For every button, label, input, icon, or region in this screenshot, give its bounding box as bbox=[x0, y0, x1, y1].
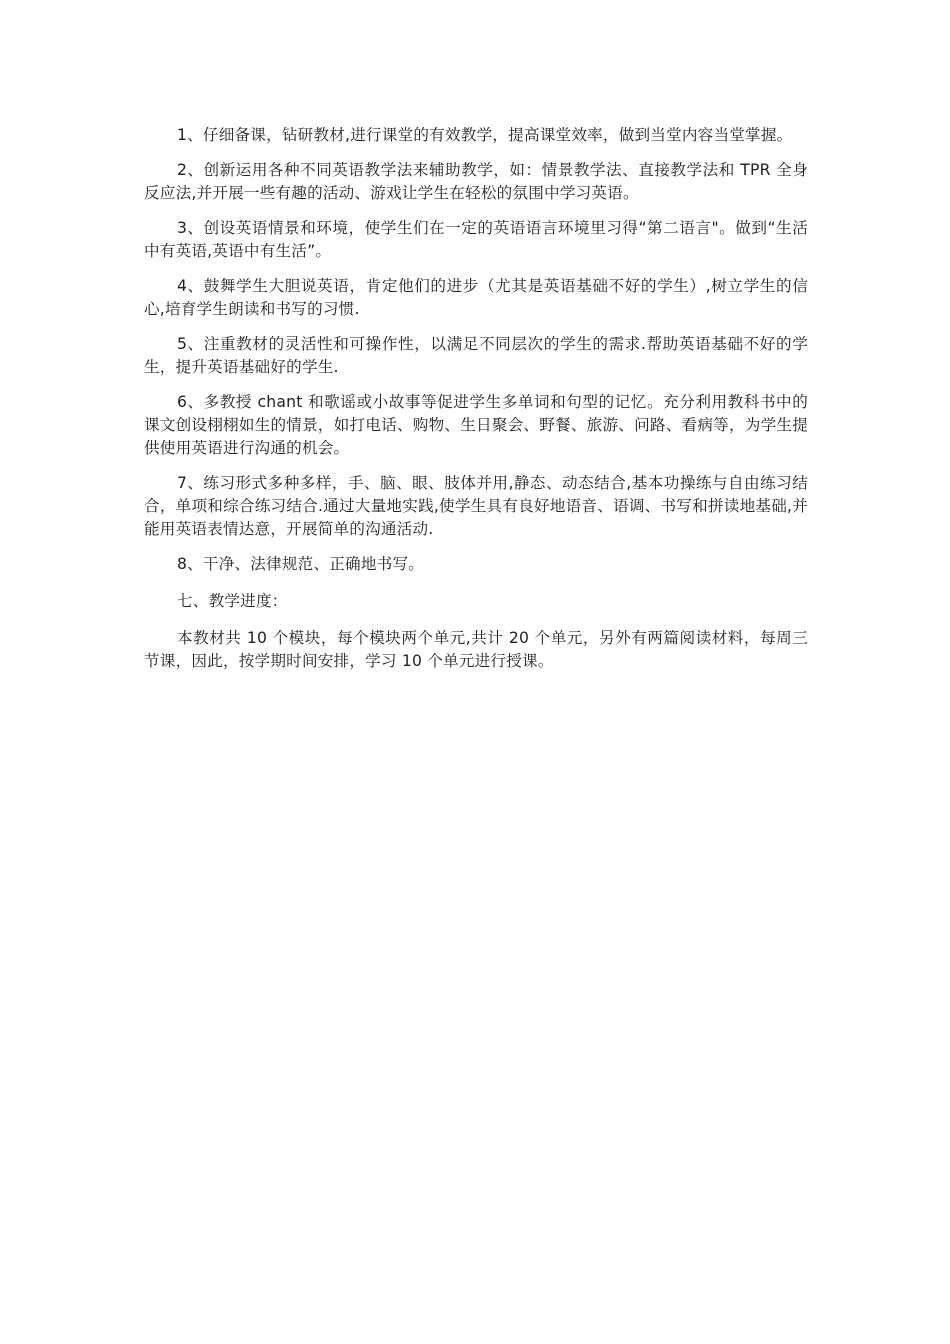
document-body bbox=[144, 124, 808, 685]
paragraph-item-8: 8、干净、法律规范、正确地书写。 bbox=[177, 555, 425, 573]
section-heading-teaching-schedule: 七、教学进度： bbox=[177, 592, 288, 610]
paragraph-item-5: 5、注重教材的灵活性和可操作性，以满足不同层次的学生的需求.帮助英语基础不好的学生，提升英语基础好的学生. bbox=[144, 335, 808, 376]
paragraph-item-6: 6、多教授 chant 和歌谣或小故事等促进学生多单词和句型的记忆。充分利用教科书中的课文创设栩栩如生的情景，如打电话、购物、生日聚会、野餐、旅游、问路、看病等，为学生提供使用英语进行沟通的机会。 bbox=[144, 393, 808, 457]
paragraph-item-7: 7、练习形式多种多样，手、脑、眼、肢体并用,静态、动态结合,基本功操练与自由练习结合，单项和综合练习结合.通过大量地实践,使学生具有良好地语音、语调、书写和拼读地基础,并能用英语表情达意，开展简单的沟通活动. bbox=[144, 474, 808, 538]
paragraph-item-3: 3、创设英语情景和环境，使学生们在一定的英语语言环境里习得“第二语言"。做到“生活中有英语,英语中有生活”。 bbox=[144, 219, 808, 260]
paragraph-teaching-schedule: 本教材共 10 个模块，每个模块两个单元,共计 20 个单元，另外有两篇阅读材料，每周三节课，因此，按学期时间安排，学习 10 个单元进行授课。 bbox=[144, 629, 808, 670]
paragraph-item-4: 4、鼓舞学生大胆说英语，肯定他们的进步（尤其是英语基础不好的学生）,树立学生的信心,培育学生朗读和书写的习惯. bbox=[144, 277, 808, 318]
paragraph-item-1: 1、仔细备课，钻研教材,进行课堂的有效教学，提高课堂效率，做到当堂内容当堂掌握。 bbox=[177, 126, 793, 144]
paragraph-item-2: 2、创新运用各种不同英语教学法来辅助教学，如：情景教学法、直接教学法和 TPR 全身反应法,并开展一些有趣的活动、游戏让学生在轻松的氛围中学习英语。 bbox=[144, 161, 808, 202]
